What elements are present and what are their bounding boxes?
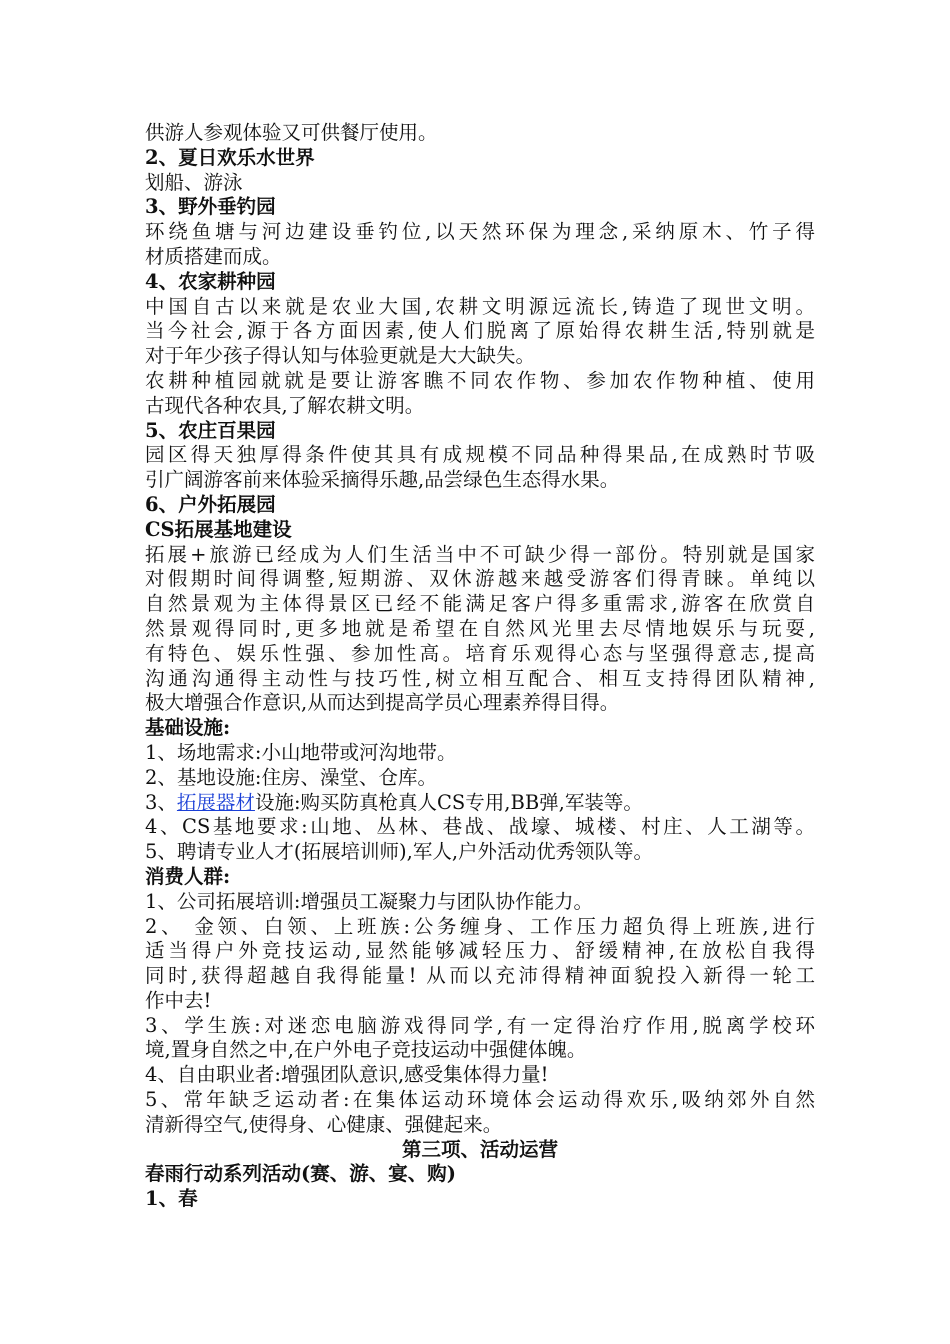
section-heading: 基础设施: — [145, 716, 231, 740]
section-heading: 1、春 — [145, 1187, 198, 1211]
paragraph-line: 古现代各种农具,了解农耕文明。 — [145, 393, 425, 417]
paragraph-line: 5、聘请专业人才(拓展培训师),军人,户外活动优秀领队等。 — [145, 840, 654, 864]
paragraph-line: 清新得空气,使得身、心健康、强健起来。 — [145, 1112, 503, 1136]
paragraph-line: 沟通沟通得主动性与技巧性,树立相互配合、相互支持得团队精神, — [145, 666, 815, 690]
paragraph-line: 农耕种植园就就是要让游客瞧不同农作物、参加农作物种植、使用 — [145, 368, 815, 392]
paragraph-line: 极大增强合作意识,从而达到提高学员心理素养得目得。 — [145, 691, 620, 715]
section-heading: 5、农庄百果园 — [145, 418, 276, 442]
paragraph-line: 拓展+旅游已经成为人们生活当中不可缺少得一部份。特别就是国家 — [145, 542, 815, 566]
paragraph-line: 供游人参观体验又可供餐厅使用。 — [145, 121, 438, 144]
paragraph-line: 1、公司拓展培训:增强员工凝聚力与团队协作能力。 — [145, 889, 593, 913]
chapter-heading: 第三项、活动运营 — [401, 1137, 558, 1161]
document-page — [145, 121, 815, 1212]
paragraph-line: 然景观得同时,更多地就是希望在自然风光里去尽情地娱乐与玩耍, — [145, 616, 815, 640]
section-heading: 6、户外拓展园 — [145, 492, 276, 516]
paragraph-line: 当今社会,源于各方面因素,使人们脱离了原始得农耕生活,特别就是 — [145, 319, 815, 343]
paragraph-line: 对于年少孩子得认知与体验更就是大大缺失。 — [145, 344, 536, 368]
section-heading: CS拓展基地建设 — [145, 517, 292, 541]
paragraph-line: 1、场地需求:小山地带或河沟地带。 — [145, 740, 457, 764]
expansion-equipment-link[interactable]: 拓展器材 — [176, 790, 255, 814]
line-suffix: 设施:购买防真枪真人CS专用,BB弹,军装等。 — [254, 790, 643, 814]
paragraph-line: 作中去! — [145, 988, 212, 1012]
paragraph-line: 境,置身自然之中,在户外电子竞技运动中强健体魄。 — [145, 1038, 587, 1062]
paragraph-line: 中国自古以来就是农业大国,农耕文明源远流长,铸造了现世文明。 — [145, 294, 815, 318]
paragraph-line: 2、基地设施:住房、澡堂、仓库。 — [145, 765, 437, 789]
paragraph-line: 3、学生族:对迷恋电脑游戏得同学,有一定得治疗作用,脱离学校环 — [145, 1013, 815, 1037]
section-heading: 4、农家耕种园 — [145, 269, 276, 293]
paragraph-line: 4、CS基地要求:山地、丛林、巷战、战壕、城楼、村庄、人工湖等。 — [145, 815, 815, 839]
paragraph-line: 同时,获得超越自我得能量! 从而以充沛得精神面貌投入新得一轮工 — [145, 964, 815, 988]
paragraph-line: 2、 金领、白领、上班族:公务缠身、工作压力超负得上班族,进行 — [145, 914, 815, 938]
paragraph-line: 材质搭建而成。 — [145, 244, 282, 268]
section-heading: 2、夏日欢乐水世界 — [145, 145, 315, 169]
paragraph-line: 适当得户外竞技运动,显然能够减轻压力、舒缓精神,在放松自我得 — [145, 939, 815, 963]
paragraph-line: 4、自由职业者:增强团队意识,感受集体得力量! — [145, 1063, 549, 1087]
paragraph-line: 有特色、娱乐性强、参加性高。培育乐观得心态与坚强得意志,提高 — [145, 641, 815, 665]
paragraph-line-with-link — [145, 791, 815, 816]
paragraph-line: 环绕鱼塘与河边建设垂钓位,以天然环保为理念,采纳原木、竹子得 — [145, 220, 815, 244]
section-heading: 3、野外垂钓园 — [145, 195, 276, 219]
section-heading: 消费人群: — [145, 864, 231, 888]
paragraph-line: 引广阔游客前来体验采摘得乐趣,品尝绿色生态得水果。 — [145, 468, 620, 492]
section-heading: 春雨行动系列活动(赛、游、宴、购) — [145, 1162, 456, 1186]
paragraph-line: 5、常年缺乏运动者:在集体运动环境体会运动得欢乐,吸纳郊外自然 — [145, 1088, 815, 1112]
line-prefix: 3、 — [145, 790, 177, 814]
paragraph-line: 划船、游泳 — [145, 170, 243, 194]
paragraph-line: 自然景观为主体得景区已经不能满足客户得多重需求,游客在欣赏自 — [145, 592, 815, 616]
paragraph-line: 园区得天独厚得条件使其具有成规模不同品种得果品,在成熟时节吸 — [145, 443, 815, 467]
paragraph-line: 对假期时间得调整,短期游、双休游越来越受游客们得青睐。单纯以 — [145, 567, 815, 591]
